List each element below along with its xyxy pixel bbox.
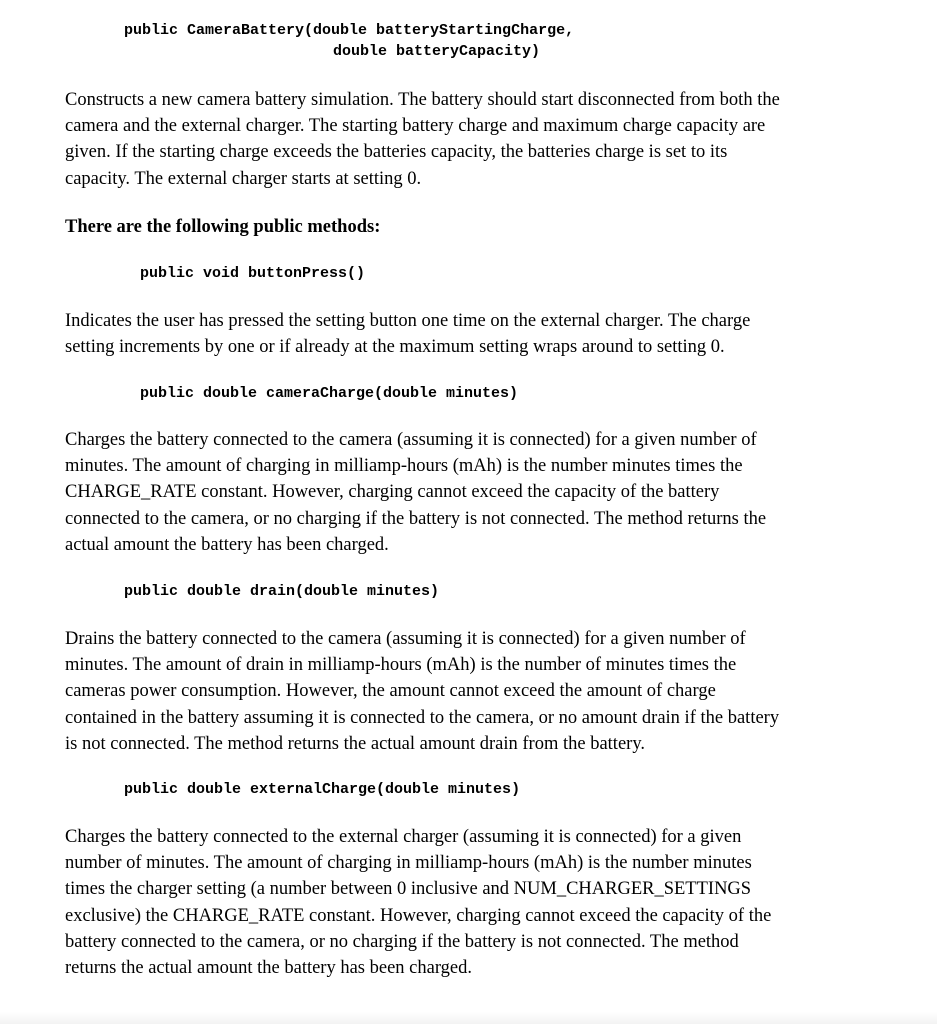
paragraph-line: actual amount the battery has been charged. — [65, 534, 389, 555]
constructor-description — [65, 87, 845, 192]
paragraph-line: Constructs a new camera battery simulation. The battery should start disconnected from both the — [65, 90, 780, 110]
paragraph-line: exclusive) the CHARGE_RATE constant. However, charging cannot exceed the capacity of the — [65, 905, 772, 926]
constructor-signature-line-2: double batteryCapacity) — [333, 43, 541, 60]
paragraph-line: number of minutes. The amount of charging in milliamp-hours (mAh) is the number minutes — [65, 853, 752, 874]
paragraph-line: capacity. The external charger starts at setting 0. — [65, 168, 422, 189]
paragraph-line: connected to the camera, or no charging if the battery is not connected. The method returns the — [65, 508, 767, 529]
paragraph-line: Indicates the user has pressed the setting button one time on the external charger. The charge — [65, 311, 751, 331]
method-description-camera-charge — [65, 427, 845, 558]
paragraph-line: is not connected. The method returns the actual amount drain from the battery. — [65, 733, 645, 754]
paragraph-line: Charges the battery connected to the camera (assuming it is connected) for a given number of — [65, 430, 757, 450]
paragraph-line: given. If the starting charge exceeds the batteries capacity, the batteries charge is set to its — [65, 142, 728, 163]
paragraph-line: contained in the battery assuming it is connected to the camera, or no amount drain if the battery — [65, 707, 780, 728]
paragraph-line: minutes. The amount of charging in milliamp-hours (mAh) is the number minutes times the — [65, 456, 743, 477]
paragraph-line: camera and the external charger. The starting battery charge and maximum charge capacity are — [65, 116, 766, 137]
paragraph-line: minutes. The amount of drain in milliamp-hours (mAh) is the number of minutes times the — [65, 655, 737, 676]
method-description-drain — [65, 626, 845, 757]
paragraph-line: returns the actual amount the battery has been charged. — [65, 958, 473, 979]
paragraph-line: cameras power consumption. However, the amount cannot exceed the amount of charge — [65, 681, 716, 702]
method-signature-button-press: public void buttonPress() — [140, 265, 366, 282]
method-signature-camera-charge: public double cameraCharge(double minutes) — [140, 385, 519, 402]
method-signature-external-charge: public double externalCharge(double minutes) — [124, 781, 521, 798]
method-description-button-press — [65, 308, 845, 360]
paragraph-line: battery connected to the camera, or no charging if the battery is not connected. The method — [65, 931, 739, 952]
methods-heading: There are the following public methods: — [65, 217, 381, 237]
method-description-external-charge — [65, 824, 845, 981]
paragraph-line: times the charger setting (a number between 0 inclusive and NUM_CHARGER_SETTINGS — [65, 879, 752, 900]
constructor-signature-line-1: public CameraBattery(double batteryStartingCharge, — [124, 22, 575, 39]
page-bottom-edge — [0, 1012, 937, 1024]
paragraph-line: Charges the battery connected to the external charger (assuming it is connected) for a given — [65, 827, 742, 847]
paragraph-line: setting increments by one or if already at the maximum setting wraps around to setting 0. — [65, 337, 725, 358]
method-signature-drain: public double drain(double minutes) — [124, 583, 440, 600]
paragraph-line: CHARGE_RATE constant. However, charging cannot exceed the capacity of the battery — [65, 482, 720, 503]
paragraph-line: Drains the battery connected to the camera (assuming it is connected) for a given number of — [65, 629, 746, 649]
